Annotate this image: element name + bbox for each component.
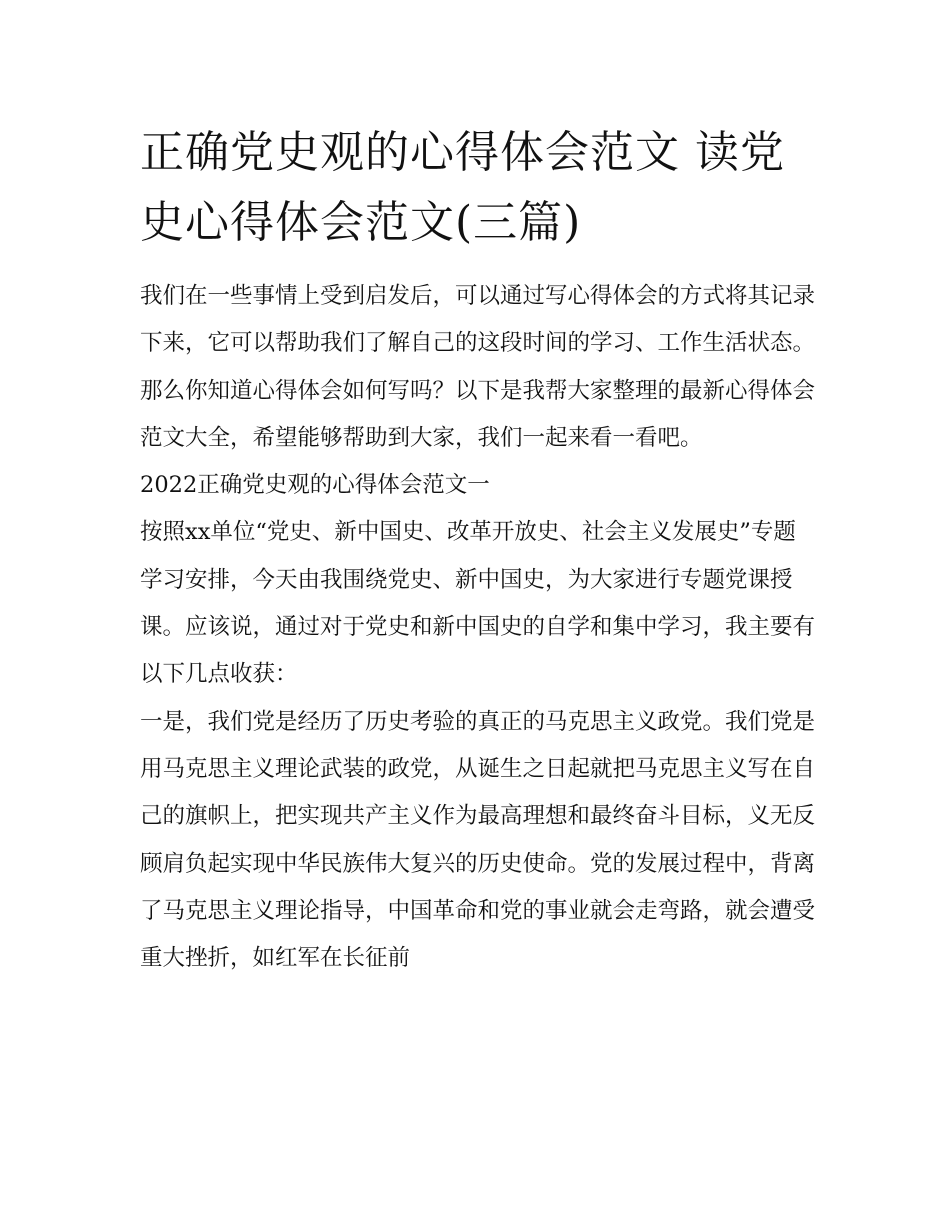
document-title: 正确党史观的心得体会范文 读党史心得体会范文(三篇)	[140, 127, 785, 248]
body-paragraph: 一是，我们党是经历了历史考验的真正的马克思主义政党。我们党是用马克思主义理论武装的政党，从诞生之日起就把马克思主义写在自己的旗帜上，把实现共产主义作为最高理想和最终奋斗目标，义无反顾肩负起实现中华民族伟大复兴的历史使命。党的发展过程中，背离了马克思主义理论指导，中国革命和党的事业就会走弯路，就会遭受重大挫折，如红军在长征前	[140, 708, 816, 972]
section-heading: 2022正确党史观的心得体会范文一	[140, 472, 490, 499]
document-body	[140, 118, 815, 982]
intro-paragraph: 我们在一些事情上受到启发后，可以通过写心得体会的方式将其记录下来，它可以帮助我们了解自己的这段时间的学习、工作生活状态。那么你知道心得体会如何写吗？以下是我帮大家整理的最新心得体会范文大全，希望能够帮助到大家，我们一起来看一看吧。	[140, 283, 816, 451]
body-paragraph: 按照xx单位“党史、新中国史、改革开放史、社会主义发展史”专题学习安排，今天由我围绕党史、新中国史，为大家进行专题党课授课。应该说，通过对于党史和新中国史的自学和集中学习，我主要有以下几点收获：	[140, 519, 816, 688]
